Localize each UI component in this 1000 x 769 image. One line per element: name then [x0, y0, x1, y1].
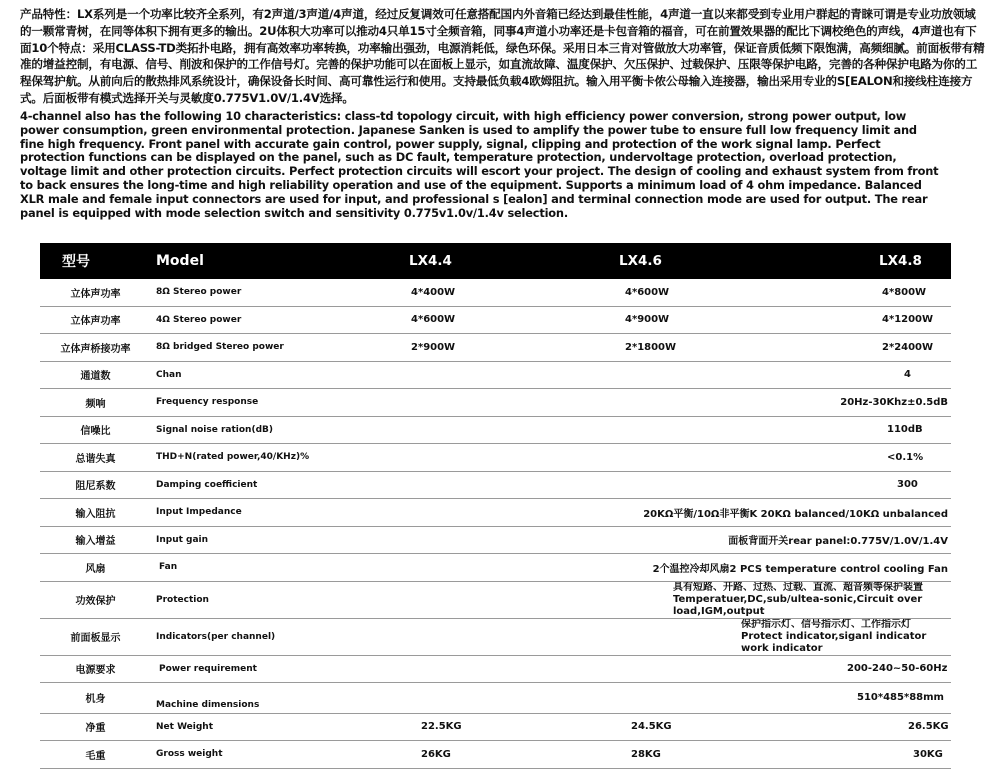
value-shared: 20Hz-30Khz±0.5dB — [825, 389, 951, 417]
value-lx44: 26KG — [401, 741, 611, 769]
row-net-weight — [40, 713, 951, 741]
header-model-lx48: LX4.8 — [825, 243, 951, 279]
row-power-requirement — [40, 655, 951, 683]
row-label-en: 8Ω Stereo power — [151, 279, 401, 306]
value-lx48: 26.5KG — [825, 713, 951, 741]
row-label-cn: 电源要求 — [40, 655, 151, 683]
row-label-cn: 频响 — [40, 389, 151, 417]
row-label-cn: 毛重 — [40, 741, 151, 769]
value-lx44: 2*900W — [401, 334, 611, 362]
row-label-en: Chan — [151, 361, 401, 389]
value-line-en: Temperatuer,DC,sub/ultea-sonic,Circuit over load,IGM,output — [673, 593, 923, 617]
row-label-en: THD+N(rated power,40/KHz)% — [151, 444, 401, 472]
row-stereo-power-4ohm — [40, 306, 951, 334]
row-protection — [40, 581, 951, 618]
value-lx44: 22.5KG — [401, 713, 611, 741]
header-model-en: Model — [151, 243, 401, 279]
row-channels — [40, 361, 951, 389]
value-shared: <0.1% — [825, 444, 951, 472]
intro-english-paragraph: 4-channel also has the following 10 characteristics: class-td topology circuit, with high efficiency power conversion, strong power output, low power consumption, green environmental protection. Japanese Sanken is used to amplify the power tube to ensure full low frequency limit and fine high frequency. Front panel with accurate gain control, power supply, signal, clipping and protection of the work signal lamp. Perfect protection functions can be displayed on the panel, such as DC fault, temperature protection, undervoltage protection, overload protection, voltage limit and other protection circuits. Perfect protection circuits will escort your project. The design of cooling and exhaust system from front to back ensures the long-time and high reliability operation and use of the equipment. Supports a minimum load of 4 ohm impedance. Balanced XLR male and female input connectors are used for input, and professional s [ealon] and terminal connection mode are used for output. The rear panel is equipped with mode selection switch and sensitivity 0.775v1.0v/1.4v selection. — [20, 109, 939, 220]
value-shared: 2个温控冷却风扇2 PCS temperature control cooling Fan — [401, 554, 951, 582]
value-shared: 20KΩ平衡/10Ω非平衡K 20KΩ balanced/10KΩ unbalanced — [401, 499, 951, 527]
row-label-cn: 通道数 — [40, 361, 151, 389]
row-label-en: Machine dimensions — [151, 683, 401, 714]
header-model-cn: 型号 — [40, 243, 151, 279]
row-label-cn: 信噪比 — [40, 416, 151, 444]
value-lx46: 4*600W — [611, 279, 825, 306]
row-label-en: Gross weight — [151, 741, 401, 769]
value-shared: 4 — [825, 361, 951, 389]
value-line-cn: 具有短路、开路、过热、过载、直流、超音频等保护装置 — [673, 581, 923, 593]
row-thd — [40, 444, 951, 472]
row-signal-noise — [40, 416, 951, 444]
value-lx46: 28KG — [611, 741, 825, 769]
value-lx48: 2*2400W — [825, 334, 951, 362]
row-label-en: Fan — [151, 554, 401, 582]
value-lx44: 4*600W — [401, 306, 611, 334]
value-shared — [611, 618, 951, 655]
row-label-cn: 总谐失真 — [40, 444, 151, 472]
spec-table — [40, 243, 951, 769]
row-label-cn: 立体声功率 — [40, 279, 151, 306]
header-model-lx44: LX4.4 — [401, 243, 611, 279]
row-label-en: Net Weight — [151, 713, 401, 741]
value-lx48: 30KG — [825, 741, 951, 769]
spec-table-header — [40, 243, 951, 279]
row-label-en: Input Impedance — [151, 499, 401, 527]
row-frequency-response — [40, 389, 951, 417]
row-indicators — [40, 618, 951, 655]
row-label-en: Input gain — [151, 526, 401, 554]
row-stereo-power-8ohm — [40, 279, 951, 306]
value-shared: 面板背面开关rear panel:0.775V/1.0V/1.4V — [401, 526, 951, 554]
row-label-en: Frequency response — [151, 389, 401, 417]
value-shared: 110dB — [825, 416, 951, 444]
row-label-cn: 立体声功率 — [40, 306, 151, 334]
value-shared: 200-240~50-60Hz — [825, 655, 951, 683]
row-fan — [40, 554, 951, 582]
row-bridged-power — [40, 334, 951, 362]
value-lx48: 4*800W — [825, 279, 951, 306]
value-lx46: 4*900W — [611, 306, 825, 334]
row-label-cn: 净重 — [40, 713, 151, 741]
row-damping — [40, 471, 951, 499]
row-input-impedance — [40, 499, 951, 527]
row-label-cn: 输入阻抗 — [40, 499, 151, 527]
row-label-en: 8Ω bridged Stereo power — [151, 334, 401, 362]
value-line-cn: 保护指示灯、信号指示灯、工作指示灯 — [741, 618, 911, 630]
value-lx46: 2*1800W — [611, 334, 825, 362]
row-label-cn: 阻尼系数 — [40, 471, 151, 499]
row-label-cn: 输入增益 — [40, 526, 151, 554]
row-label-cn: 立体声桥接功率 — [40, 334, 151, 362]
row-label-cn: 机身 — [40, 683, 151, 714]
header-model-lx46: LX4.6 — [611, 243, 825, 279]
row-label-en: Signal noise ration(dB) — [151, 416, 401, 444]
value-line-en: Protect indicator,siganl indicator work indicator — [741, 630, 927, 654]
row-label-en: Indicators(per channel) — [151, 618, 401, 655]
row-label-en: Protection — [151, 581, 401, 618]
value-lx44: 4*400W — [401, 279, 611, 306]
row-label-en: 4Ω Stereo power — [151, 306, 401, 334]
row-label-cn: 前面板显示 — [40, 618, 151, 655]
row-label-en: Damping coefficient — [151, 471, 401, 499]
row-dimensions — [40, 683, 951, 714]
row-input-gain — [40, 526, 951, 554]
row-label-cn: 功效保护 — [40, 581, 151, 618]
row-label-cn: 风扇 — [40, 554, 151, 582]
value-shared — [611, 581, 951, 618]
value-shared: 300 — [825, 471, 951, 499]
row-label-en: Power requirement — [151, 655, 401, 683]
intro-chinese-paragraph: 产品特性：LX系列是一个功率比较齐全系列，有2声道/3声道/4声道，经过反复调效可任意搭配国内外音箱已经达到最佳性能，4声道一直以来都受到专业用户群起的青睐可谓是专业功放领域的一颗常青树，在同等体积下拥有更多的输出。2U体积大功率可以推动4只单15寸全频音箱，同事4声道小功率还是卡包音箱的福音，可在前置效果器的配比下调校绝色的声线，4声道也有下面10个特点：采用CLASS-TD类拓扑电路，拥有高效率功率转换，功率输出强劲，电源消耗低，绿色环保。采用日本三肯对管做放大功率管，保证音质低频下限饱满，高频细腻。前面板带有精准的增益控制，有电源、信号、削波和保护的工作信号灯。完善的保护功能可以在面板上显示，如直流故障、温度保护、欠压保护、过载保护、压限等保护电路，完善的各种保护电路为你的工程保驾护航。从前向后的散热排风系统设计，确保设备长时间、高可靠性运行和使用。支持最低负载4欧姆阻抗。输入用平衡卡侬公母输入连接器，输出采用专业的S[EALON和接线柱连接方式。后面板带有模式选择开关与灵敏度0.775V1.0V/1.4V选择。 — [20, 7, 985, 105]
value-lx46: 24.5KG — [611, 713, 825, 741]
value-lx48: 4*1200W — [825, 306, 951, 334]
row-gross-weight — [40, 741, 951, 769]
value-shared: 510*485*88mm — [825, 683, 951, 714]
